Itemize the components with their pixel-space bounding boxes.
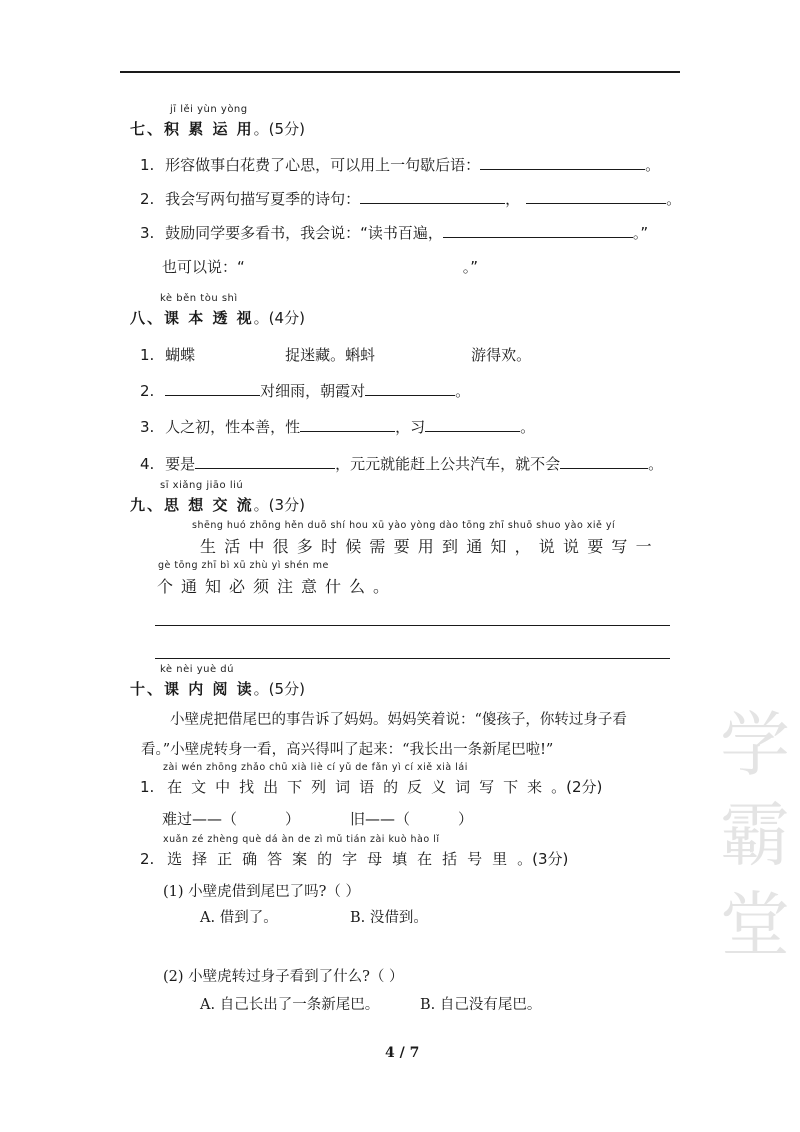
- sec7-question-1: [140, 154, 660, 175]
- q-text: 难过——（: [162, 810, 238, 828]
- passage-line-1: 小壁虎把借尾巴的事告诉了妈妈。妈妈笑着说：“傻孩子，你转过身子看: [170, 712, 627, 728]
- q-text: 蝴蝶: [165, 346, 196, 364]
- sec8-question-4: [140, 453, 663, 474]
- sec9-p1-text: 生活中很多时候需要用到通知，说说要写一: [200, 537, 660, 556]
- section7-score: 。(5分): [253, 120, 305, 138]
- q-score: 。(2分): [551, 778, 603, 796]
- sec10-question-1: [140, 776, 602, 797]
- section8-score: 。(4分): [253, 309, 305, 327]
- sub-question-2: (2) 小壁虎转过身子看到了什么?（ ）: [163, 969, 404, 985]
- q-text: ）: [458, 810, 474, 828]
- q-sep: ，: [505, 190, 521, 208]
- watermark: 学 霸 堂: [720, 704, 790, 966]
- q-num: 3.: [140, 224, 155, 242]
- q-end: 。: [666, 190, 682, 208]
- answer-blank[interactable]: [425, 417, 520, 432]
- q-text: 人之初，性本善，性: [165, 418, 301, 436]
- section7-heading: [130, 118, 305, 139]
- q-text: 游得欢。: [471, 346, 532, 364]
- sec7-question-3-line2: [162, 256, 478, 277]
- sub-question-1: (1) 小壁虎借到尾巴了吗?（ ）: [163, 884, 361, 900]
- sub2-option-a[interactable]: A. 自己长出了一条新尾巴。: [200, 997, 380, 1013]
- section8-heading: [130, 307, 305, 328]
- sec9-p2-pinyin: gè tōng zhī bì xū zhù yì shén me: [158, 560, 329, 571]
- q-text: 也可以说：“: [162, 258, 245, 276]
- q-text: 鼓励同学要多看书，我会说：“读书百遍，: [165, 224, 443, 242]
- sec7-question-2: [140, 188, 681, 209]
- section7-title: 七、积 累 运 用: [130, 120, 254, 138]
- sub1-option-a[interactable]: A. 借到了。: [200, 910, 278, 926]
- section9-pinyin: sī xiǎng jiāo liú: [160, 480, 244, 491]
- q-end: 。: [520, 418, 536, 436]
- section9-score: 。(3分): [253, 496, 305, 514]
- q-num: 1.: [140, 778, 155, 796]
- q-num: 2.: [140, 382, 155, 400]
- q-score: 。(3分): [517, 850, 569, 868]
- q-text: 要是: [165, 455, 196, 473]
- section7-pinyin: jī lěi yùn yòng: [170, 104, 248, 115]
- q-end: 。: [455, 382, 471, 400]
- page-number: 4 / 7: [385, 1045, 420, 1061]
- q-text: 捉迷藏。蝌蚪: [285, 346, 376, 364]
- sec8-question-3: [140, 416, 535, 437]
- q-text: ，习: [395, 418, 426, 436]
- sec9-p2-text: 个通知必须注意什么。: [157, 577, 398, 596]
- answer-blank[interactable]: [365, 381, 455, 396]
- sec10-q1-answers: [162, 808, 473, 829]
- section10-pinyin: kè nèi yuè dú: [160, 664, 234, 675]
- q-text: 我会写两句描写夏季的诗句：: [165, 190, 361, 208]
- section9-title: 九、思 想 交 流: [130, 496, 254, 514]
- q-end: 。”: [462, 258, 479, 276]
- q-num: 4.: [140, 455, 155, 473]
- answer-blank[interactable]: [560, 454, 648, 469]
- sec10-question-2: [140, 848, 568, 869]
- answer-line[interactable]: [155, 658, 670, 659]
- q-end: 。: [648, 455, 664, 473]
- q-num: 1.: [140, 156, 155, 174]
- q-num: 2.: [140, 190, 155, 208]
- q-text: ，元元就能赶上公共汽车，就不会: [335, 455, 561, 473]
- header-rule: [120, 71, 680, 73]
- section10-title: 十、课 内 阅 读: [130, 680, 254, 698]
- q-end: 。: [645, 156, 661, 174]
- q-text: 对细雨，朝霞对: [260, 382, 366, 400]
- sub1-option-b[interactable]: B. 没借到。: [350, 910, 428, 926]
- section10-heading: [130, 678, 305, 699]
- section8-title: 八、课 本 透 视: [130, 309, 254, 327]
- q-end: 。”: [632, 224, 649, 242]
- answer-blank[interactable]: [195, 454, 335, 469]
- answer-line[interactable]: [155, 625, 670, 626]
- q-num: 1.: [140, 346, 155, 364]
- q-text: ）: [285, 810, 301, 828]
- answer-blank[interactable]: [360, 189, 505, 204]
- section9-heading: [130, 494, 305, 515]
- sec7-question-3: [140, 222, 648, 243]
- section8-pinyin: kè běn tòu shì: [160, 293, 238, 304]
- q-num: 3.: [140, 418, 155, 436]
- sec9-p1-pinyin: shēng huó zhōng hěn duō shí hou xū yào yòng dào tōng zhī shuō shuo yào xiě yí: [192, 520, 616, 531]
- q-num: 2.: [140, 850, 155, 868]
- q-text: 旧——（: [350, 810, 411, 828]
- answer-blank[interactable]: [443, 223, 633, 238]
- sec10-q1-pinyin: zài wén zhōng zhǎo chū xià liè cí yǔ de fǎn yì cí xiě xià lái: [163, 762, 468, 773]
- q-text: 在文中找出下列词语的反义词写下来: [167, 778, 552, 796]
- q-text: 选择正确答案的字母填在括号里: [167, 850, 518, 868]
- sec8-question-1: [140, 344, 531, 365]
- answer-blank[interactable]: [480, 155, 645, 170]
- passage-line-2: 看。”小壁虎转身一看，高兴得叫了起来：“我长出一条新尾巴啦!”: [141, 742, 554, 758]
- answer-blank[interactable]: [526, 189, 666, 204]
- sub2-option-b[interactable]: B. 自己没有尾巴。: [420, 997, 542, 1013]
- answer-blank[interactable]: [165, 381, 260, 396]
- sec8-question-2: [140, 380, 470, 401]
- q-text: 形容做事白花费了心思，可以用上一句歇后语：: [165, 156, 481, 174]
- section10-score: 。(5分): [253, 680, 305, 698]
- sec10-q2-pinyin: xuǎn zé zhèng què dá àn de zì mǔ tián zài kuò hào lǐ: [163, 834, 440, 845]
- answer-blank[interactable]: [300, 417, 395, 432]
